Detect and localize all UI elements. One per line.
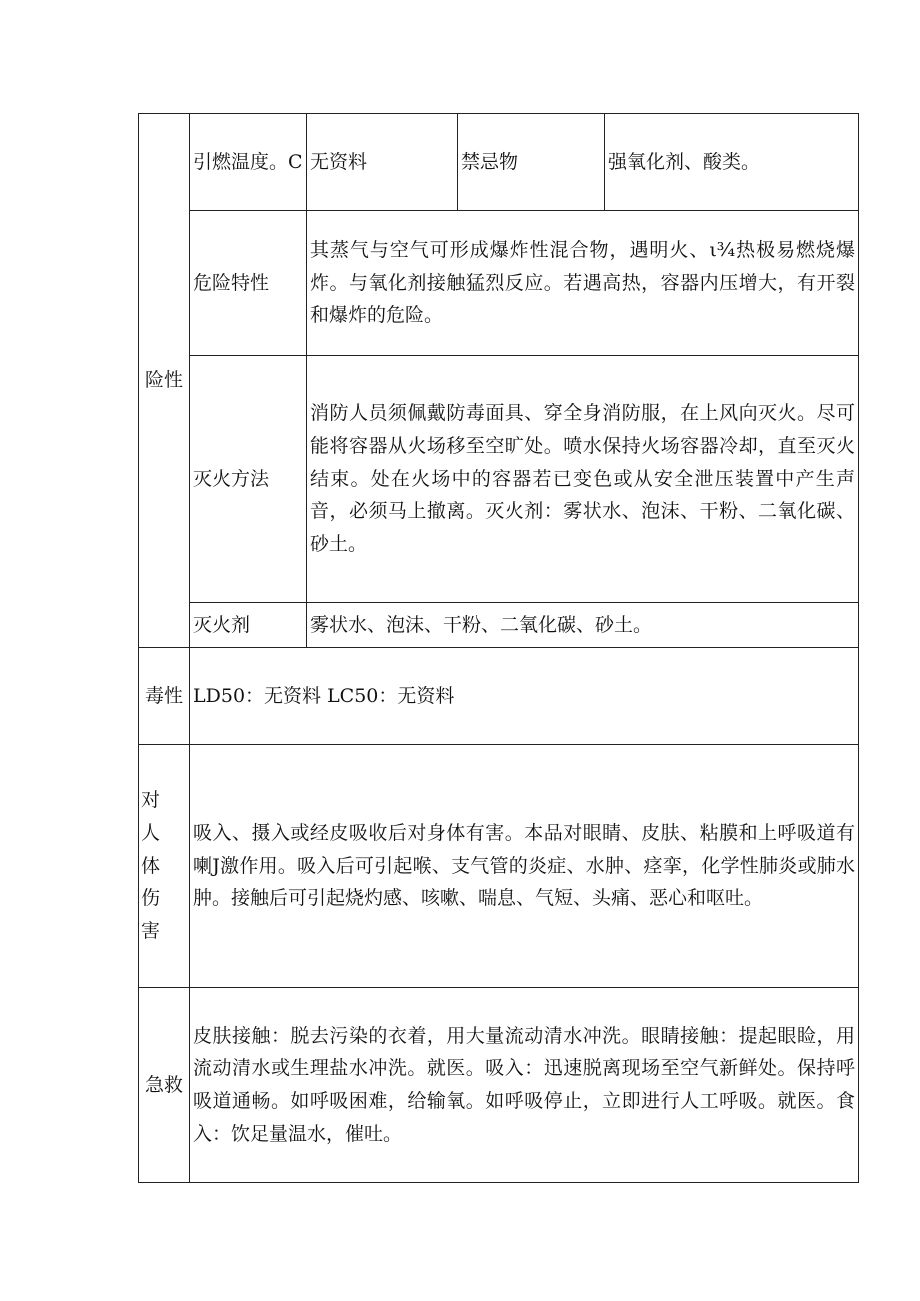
msds-table (138, 113, 859, 1183)
toxicity-category-cell (139, 648, 190, 745)
ignition-temp-label: 引燃温度。C (190, 114, 307, 211)
incompat-label: 禁忌物 (458, 114, 605, 211)
fire-method-value: 消防人员须佩戴防毒面具、穿全身消防服，在上风向灭火。尽可能将容器从火场移至空旷处。喷水保持火场容器冷却，直至灭火结束。处在火场中的容器若已变色或从安全泄压装置中产生声音，必须马上撤离。灭火剂：雾状水、泡沫、干粉、二氧化碳、砂土。 (307, 356, 859, 603)
hazard-char-row (139, 211, 859, 356)
extinguisher-label: 灭火剂 (190, 603, 307, 648)
health-hazard-value: 吸入、摄入或经皮吸收后对身体有害。本品对眼睛、皮肤、粘膜和上呼吸道有喇J激作用。吸入后可引起喉、支气管的炎症、水肿、痉挛，化学性肺炎或肺水肿。接触后可引起烧灼感、咳嗽、喘息、气短、头痛、恶心和呕吐。 (190, 745, 859, 988)
first-aid-category-label: 急救 (144, 1073, 183, 1096)
fire-method-row (139, 356, 859, 603)
toxicity-value: LD50：无资料 LC50：无资料 (190, 648, 859, 745)
ignition-row (139, 114, 859, 211)
extinguisher-value: 雾状水、泡沫、干粉、二氧化碳、砂土。 (307, 603, 859, 648)
health-hazard-category-label: 对人体伤害 (141, 789, 169, 942)
hazard-char-value: 其蒸气与空气可形成爆炸性混合物，遇明火、ι¾热极易燃烧爆炸。与氧化剂接触猛烈反应。若遇高热，容器内压增大，有开裂和爆炸的危险。 (307, 211, 859, 356)
toxicity-row (139, 648, 859, 745)
first-aid-row (139, 988, 859, 1183)
hazard-category-cell (139, 114, 190, 648)
health-hazard-category-cell (139, 745, 190, 988)
first-aid-category-cell (139, 988, 190, 1183)
extinguisher-row (139, 603, 859, 648)
ignition-temp-value: 无资料 (307, 114, 458, 211)
hazard-char-label: 危险特性 (190, 211, 307, 356)
health-hazard-row (139, 745, 859, 988)
hazard-category-label: 险性 (144, 369, 183, 392)
first-aid-value: 皮肤接触：脱去污染的衣着，用大量流动清水冲洗。眼睛接触：提起眼睑，用流动清水或生理盐水冲洗。就医。吸入：迅速脱离现场至空气新鲜处。保持呼吸道通畅。如呼吸困难，给输氧。如呼吸停止，立即进行人工呼吸。就医。食入：饮足量温水，催吐。 (190, 988, 859, 1183)
fire-method-label: 灭火方法 (190, 356, 307, 603)
incompat-value: 强氧化剂、酸类。 (605, 114, 859, 211)
toxicity-category-label: 毒性 (144, 684, 183, 707)
